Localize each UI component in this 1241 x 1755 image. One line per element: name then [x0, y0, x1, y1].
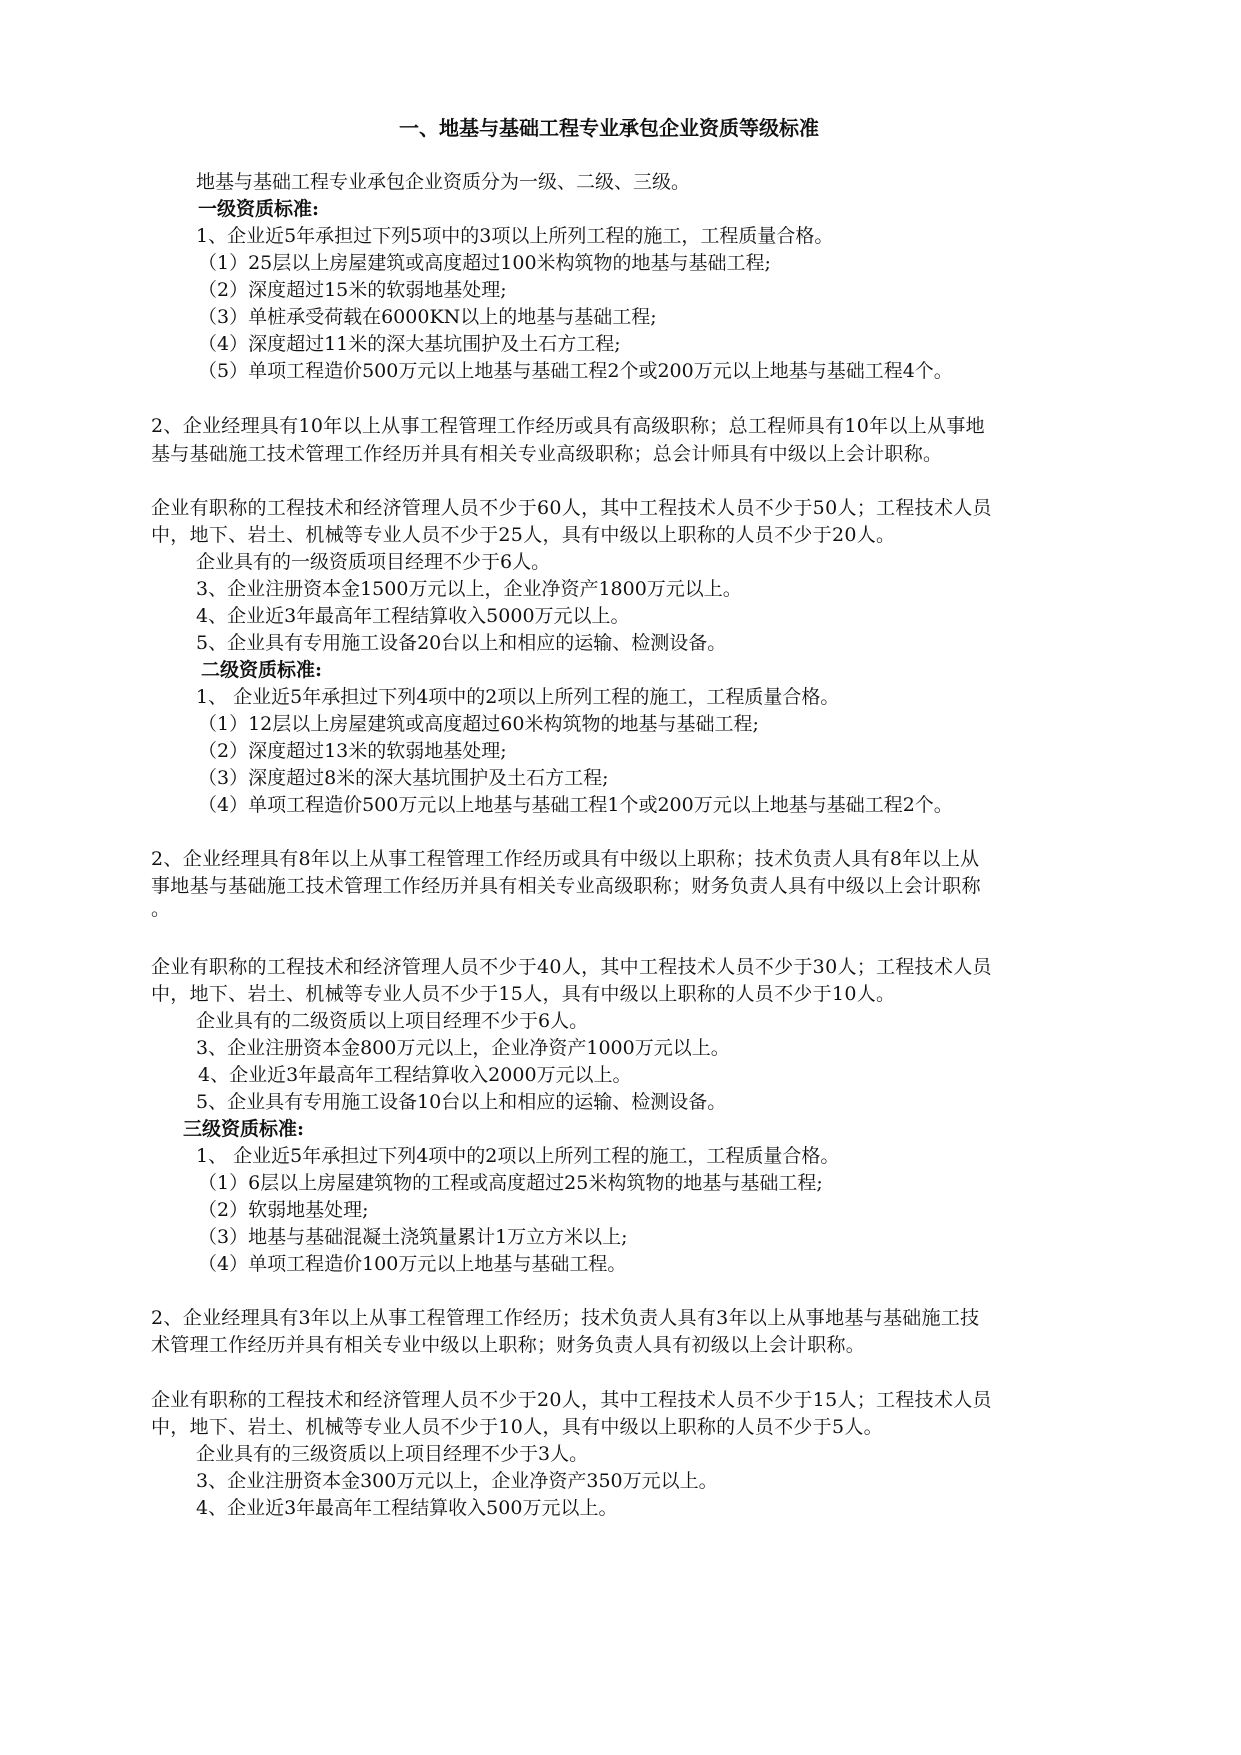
grade3-staff-line1: 企业有职称的工程技术和经济管理人员不少于20人，其中工程技术人员不少于15人；工程技术人员 — [151, 1389, 992, 1411]
grade2-sub1: （1）12层以上房屋建筑或高度超过60米构筑物的地基与基础工程; — [198, 713, 759, 735]
grade1-sub3: （3）单桩承受荷载在6000KN以上的地基与基础工程; — [198, 306, 657, 328]
grade1-sub1: （1）25层以上房屋建筑或高度超过100米构筑物的地基与基础工程; — [198, 252, 771, 274]
grade1-item2-line1: 2、企业经理具有10年以上从事工程管理工作经历或具有高级职称；总工程师具有10年以上从事地 — [151, 415, 985, 437]
grade1-item5: 5、企业具有专用施工设备20台以上和相应的运输、检测设备。 — [196, 632, 727, 654]
grade2-item3: 3、企业注册资本金800万元以上，企业净资产1000万元以上。 — [196, 1037, 730, 1059]
grade1-sub2: （2）深度超过15米的软弱地基处理; — [198, 279, 507, 301]
grade2-item1: 1、 企业近5年承担过下列4项中的2项以上所列工程的施工，工程质量合格。 — [196, 686, 840, 708]
grade2-item2-line3: 。 — [151, 898, 171, 920]
grade2-sub4: （4）单项工程造价500万元以上地基与基础工程1个或200万元以上地基与基础工程2个。 — [198, 794, 953, 816]
grade2-item2-line2: 事地基与基础施工技术管理工作经历并具有相关专业高级职称；财务负责人具有中级以上会计职称 — [151, 875, 981, 897]
grade3-heading: 三级资质标准: — [183, 1118, 305, 1140]
grade1-sub5: （5）单项工程造价500万元以上地基与基础工程2个或200万元以上地基与基础工程4个。 — [198, 360, 953, 382]
grade2-staff-line1: 企业有职称的工程技术和经济管理人员不少于40人，其中工程技术人员不少于30人；工程技术人员 — [151, 956, 992, 978]
grade3-pm: 企业具有的三级资质以上项目经理不少于3人。 — [196, 1443, 589, 1465]
grade1-sub4: （4）深度超过11米的深大基坑围护及土石方工程; — [198, 333, 621, 355]
grade2-item5: 5、企业具有专用施工设备10台以上和相应的运输、检测设备。 — [196, 1091, 727, 1113]
grade1-item2-line2: 基与基础施工技术管理工作经历并具有相关专业高级职称；总会计师具有中级以上会计职称。 — [151, 443, 943, 465]
grade2-item2-line1: 2、企业经理具有8年以上从事工程管理工作经历或具有中级以上职称；技术负责人具有8年以上从 — [151, 848, 980, 870]
grade2-pm: 企业具有的二级资质以上项目经理不少于6人。 — [196, 1010, 589, 1032]
grade2-staff-line2: 中，地下、岩土、机械等专业人员不少于15人，具有中级以上职称的人员不少于10人。 — [151, 983, 896, 1005]
grade2-heading: 二级资质标准: — [201, 659, 323, 681]
grade1-item4: 4、企业近3年最高年工程结算收入5000万元以上。 — [196, 605, 630, 627]
grade1-pm: 企业具有的一级资质项目经理不少于6人。 — [196, 551, 551, 573]
grade3-item2-line2: 术管理工作经历并具有相关专业中级以上职称；财务负责人具有初级以上会计职称。 — [151, 1334, 866, 1356]
grade1-item3: 3、企业注册资本金1500万元以上，企业净资产1800万元以上。 — [196, 578, 742, 600]
grade3-sub2: （2）软弱地基处理; — [198, 1199, 369, 1221]
grade1-staff-line2: 中，地下、岩土、机械等专业人员不少于25人，具有中级以上职称的人员不少于20人。 — [151, 524, 896, 546]
grade2-sub3: （3）深度超过8米的深大基坑围护及土石方工程; — [198, 767, 609, 789]
grade1-staff-line1: 企业有职称的工程技术和经济管理人员不少于60人，其中工程技术人员不少于50人；工程技术人员 — [151, 497, 992, 519]
grade2-item4: 4、企业近3年最高年工程结算收入2000万元以上。 — [198, 1064, 632, 1086]
grade3-staff-line2: 中，地下、岩土、机械等专业人员不少于10人，具有中级以上职称的人员不少于5人。 — [151, 1416, 883, 1438]
document-title: 一、地基与基础工程专业承包企业资质等级标准 — [399, 116, 819, 140]
grade3-sub3: （3）地基与基础混凝土浇筑量累计1万立方米以上; — [198, 1226, 628, 1248]
grade3-sub4: （4）单项工程造价100万元以上地基与基础工程。 — [198, 1253, 627, 1275]
grade3-sub1: （1）6层以上房屋建筑物的工程或高度超过25米构筑物的地基与基础工程; — [198, 1172, 823, 1194]
grade3-item4: 4、企业近3年最高年工程结算收入500万元以上。 — [196, 1497, 618, 1519]
grade2-sub2: （2）深度超过13米的软弱地基处理; — [198, 740, 507, 762]
intro-text: 地基与基础工程专业承包企业资质分为一级、二级、三级。 — [196, 171, 691, 193]
grade1-item1: 1、企业近5年承担过下列5项中的3项以上所列工程的施工，工程质量合格。 — [196, 225, 834, 247]
grade3-item3: 3、企业注册资本金300万元以上，企业净资产350万元以上。 — [196, 1470, 718, 1492]
grade1-heading: 一级资质标准: — [198, 198, 320, 220]
grade3-item2-line1: 2、企业经理具有3年以上从事工程管理工作经历；技术负责人具有3年以上从事地基与基础施工技 — [151, 1307, 980, 1329]
grade3-item1: 1、 企业近5年承担过下列4项中的2项以上所列工程的施工，工程质量合格。 — [196, 1145, 840, 1167]
